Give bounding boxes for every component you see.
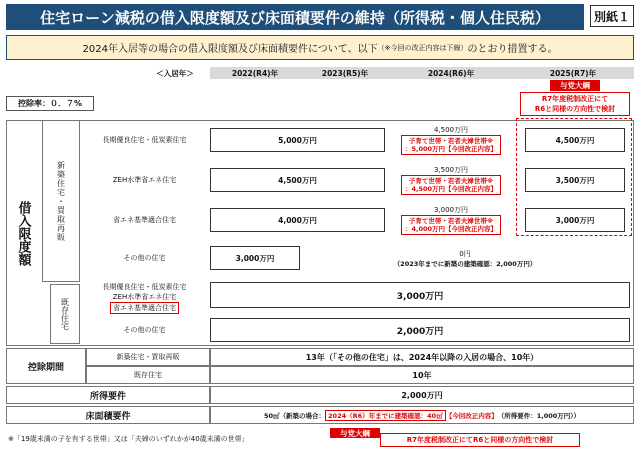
attachment-tag: 別紙１: [590, 5, 634, 27]
floor-label: 床面積要件: [6, 406, 210, 424]
row-long-term-2024-val: 4,500万円: [433, 125, 469, 134]
callout-bottom-box: R7年度税制改正にてR6と同様の方向性で検討: [380, 433, 580, 447]
row-long-term-2024-red: 子育て世帯・若者夫婦世帯※ ：5,000万円【今回改正内容】: [401, 135, 501, 155]
existing-housing-label-cell: [50, 284, 80, 344]
row-zeh-2223: 4,500万円: [210, 168, 385, 192]
floor-val-tail: （所得要件：1,000万円））: [497, 411, 581, 420]
income-val: 2,000万円: [210, 386, 634, 404]
existing-row1-labels: [82, 278, 207, 318]
row-zeh-2025: 3,500万円: [525, 168, 625, 192]
row-long-term-2024: [390, 122, 512, 158]
footnote: ※「19歳未満の子を有する世帯」又は「夫婦のいずれかが40歳未満の世帯」: [8, 435, 249, 443]
new-housing-label: 新築住宅・買取再販: [56, 160, 66, 242]
deduction-rate: 控除率：０．７%: [6, 96, 94, 111]
row-zeh-2024-red: 子育て世帯・若者夫婦世帯※ ：4,500万円【今回改正内容】: [401, 175, 501, 195]
callout-top-box: [520, 92, 630, 116]
row-energy-label: 省エネ基準適合住宅: [113, 216, 176, 224]
subtitle-banner: [6, 35, 634, 60]
row-other-2024-note: （2023年までに新築の建築確認：2,000万円）: [393, 259, 537, 268]
row-other-2024-val: 0円: [459, 249, 471, 258]
row-other-label: その他の住宅: [123, 254, 166, 262]
existing-row1-label3: 省エネ基準適合住宅: [110, 302, 179, 314]
floor-val: [210, 406, 634, 424]
subtitle-tail: のとおり措置する。: [467, 44, 558, 55]
row-zeh-label: ZEH水準省エネ住宅: [112, 176, 177, 184]
period-existing-label: 既存住宅: [86, 366, 210, 384]
row-zeh-2024-val: 3,500万円: [433, 165, 469, 174]
callout-top-badge: 与党大綱: [550, 80, 600, 91]
subtitle-note: （※今回の改正内容は下線）: [377, 43, 468, 52]
existing-housing-label: 既存住宅: [60, 298, 70, 330]
row-energy-2025: 3,000万円: [525, 208, 625, 232]
row-long-term-label: 長期優良住宅・低炭素住宅: [102, 136, 187, 144]
existing-row1-label2: ZEH水準省エネ住宅: [112, 293, 177, 301]
borrowing-label: 借入限度額: [15, 200, 31, 266]
period-label: 控除期間: [6, 348, 86, 384]
row-zeh-2024: [390, 162, 512, 198]
existing-row1-label1: 長期優良住宅・低炭素住宅: [102, 283, 187, 291]
year-2024: 2024(R6)年: [390, 67, 512, 79]
floor-val-main: 50㎡（新築の場合：: [263, 411, 326, 420]
period-new-label: 新築住宅・買取再販: [86, 348, 210, 366]
row-long-term-2025: 4,500万円: [525, 128, 625, 152]
entry-year-label: ＜入居年＞: [156, 68, 194, 78]
period-new-val: 13年（「その他の住宅」は、2024年以降の入居の場合、10年）: [210, 348, 634, 366]
callout-top-text2: R6と同様の方向性で検討: [534, 105, 616, 113]
year-2022: 2022(R4)年: [210, 67, 300, 79]
income-label: 所得要件: [6, 386, 210, 404]
page-title: 住宅ローン減税の借入限度額及び床面積要件の維持（所得税・個人住民税）: [6, 4, 584, 30]
year-2023: 2023(R5)年: [300, 67, 390, 79]
existing-row2-label: その他の住宅: [123, 326, 166, 334]
year-2025: 2025(R7)年: [512, 67, 634, 79]
callout-top-text1: R7年度税制改正にて: [541, 95, 609, 103]
row-energy-2024-red: 子育て世帯・若者夫婦世帯※ ：4,000万円【今回改正内容】: [401, 215, 501, 235]
callout-bottom-badge: 与党大綱: [330, 428, 380, 438]
existing-row1-val: 3,000万円: [210, 282, 630, 308]
new-housing-label-cell: [42, 120, 80, 282]
floor-val-red: 2024（R6）年までに建築確認：40㎡: [325, 410, 446, 421]
subtitle-main: 2024年入居等の場合の借入限度額及び床面積要件について、以下: [82, 44, 378, 55]
row-long-term-2223: 5,000万円: [210, 128, 385, 152]
dashed-2025-outline: [516, 118, 632, 236]
row-other-2223: 3,000万円: [210, 246, 300, 270]
period-existing-val: 10年: [210, 366, 634, 384]
existing-row2-val: 2,000万円: [210, 318, 630, 342]
floor-val-red2: 【今回改正内容】: [445, 411, 498, 420]
row-energy-2024-val: 3,000万円: [433, 205, 469, 214]
row-energy-2223: 4,000万円: [210, 208, 385, 232]
row-other-2024: [300, 244, 630, 272]
row-energy-2024: [390, 202, 512, 238]
